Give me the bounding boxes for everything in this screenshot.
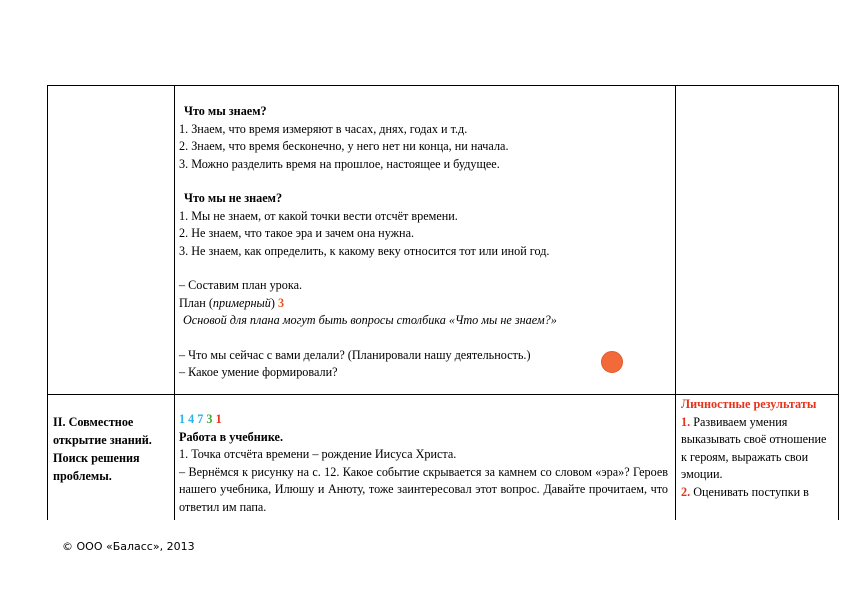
resource-num: 7 bbox=[197, 412, 204, 426]
plan-prefix: План ( bbox=[179, 295, 213, 310]
table-row-divider bbox=[47, 394, 839, 395]
unknown-title: Что мы не знаем? bbox=[184, 191, 283, 205]
plan-number: 3 bbox=[278, 295, 285, 310]
lesson-table bbox=[47, 85, 839, 520]
table-border-top bbox=[47, 85, 839, 86]
table-border-left bbox=[47, 85, 48, 520]
work-title: Работа в учебнике. bbox=[179, 429, 283, 444]
known-item: 3. Можно разделить время на прошлое, настоящее и будущее. bbox=[179, 156, 500, 171]
resource-num: 3 bbox=[206, 412, 213, 426]
resource-numbers bbox=[179, 411, 668, 429]
result-num: 1. bbox=[681, 414, 691, 429]
resource-num: 4 bbox=[188, 412, 195, 426]
plan-note: Основой для плана могут быть вопросы столбика «Что мы не знаем?» bbox=[183, 313, 557, 327]
stage-title-cell bbox=[53, 413, 171, 485]
work-line-1: 1. Точка отсчёта времени – рождение Иисуса Христа. bbox=[179, 447, 457, 461]
known-title: Что мы знаем? bbox=[184, 104, 267, 118]
known-item: 1. Знаем, что время измеряют в часах, днях, годах и т.д. bbox=[179, 121, 468, 136]
result-num: 2. bbox=[681, 484, 691, 499]
table-border-right bbox=[838, 85, 839, 520]
plan-italic: примерный bbox=[212, 295, 271, 310]
result-text: Развиваем умения выказывать своё отношение к героям, выражать свои эмоции. bbox=[681, 414, 827, 481]
copyright-footer: © ООО «Баласс», 2013 bbox=[62, 540, 195, 553]
question-2: – Какое умение формировали? bbox=[179, 365, 338, 379]
table-col-divider-1 bbox=[174, 85, 175, 520]
results-cell bbox=[681, 396, 833, 501]
unknown-item: 1. Мы не знаем, от какой точки вести отсчёт времени. bbox=[179, 208, 458, 223]
stage-title: II. Совместное открытие знаний. Поиск решения проблемы. bbox=[53, 415, 152, 483]
plan-line: – Составим план урока. bbox=[179, 278, 303, 292]
row2-content-cell bbox=[179, 411, 668, 516]
known-item: 2. Знаем, что время бесконечно, у него нет ни конца, ни начала. bbox=[179, 139, 509, 153]
resource-num: 1 bbox=[179, 412, 186, 426]
results-title: Личностные результаты bbox=[681, 397, 817, 411]
orange-circle-icon bbox=[601, 351, 623, 373]
plan-heading bbox=[179, 295, 669, 313]
plan-suffix: ) bbox=[270, 295, 278, 310]
result-item-1 bbox=[681, 414, 833, 484]
result-item-2 bbox=[681, 484, 833, 502]
unknown-item: 3. Не знаем, как определить, к какому веку относится тот или иной год. bbox=[179, 243, 550, 258]
row1-content-cell bbox=[179, 103, 669, 382]
work-paragraph: – Вернёмся к рисунку на с. 12. Какое событие скрывается за камнем со словом «эра»? Героев нашего учебника, Илюшу и Анюту, тоже заинтересовал этот вопрос. Давайте прочитаем, что ответил им папа. bbox=[179, 464, 668, 514]
question-1: – Что мы сейчас с вами делали? (Планировали нашу деятельность.) bbox=[179, 347, 531, 362]
table-col-divider-2 bbox=[675, 85, 676, 520]
unknown-item: 2. Не знаем, что такое эра и зачем она нужна. bbox=[179, 226, 415, 240]
result-text: Оценивать поступки в bbox=[690, 484, 809, 499]
resource-num: 1 bbox=[215, 412, 222, 426]
